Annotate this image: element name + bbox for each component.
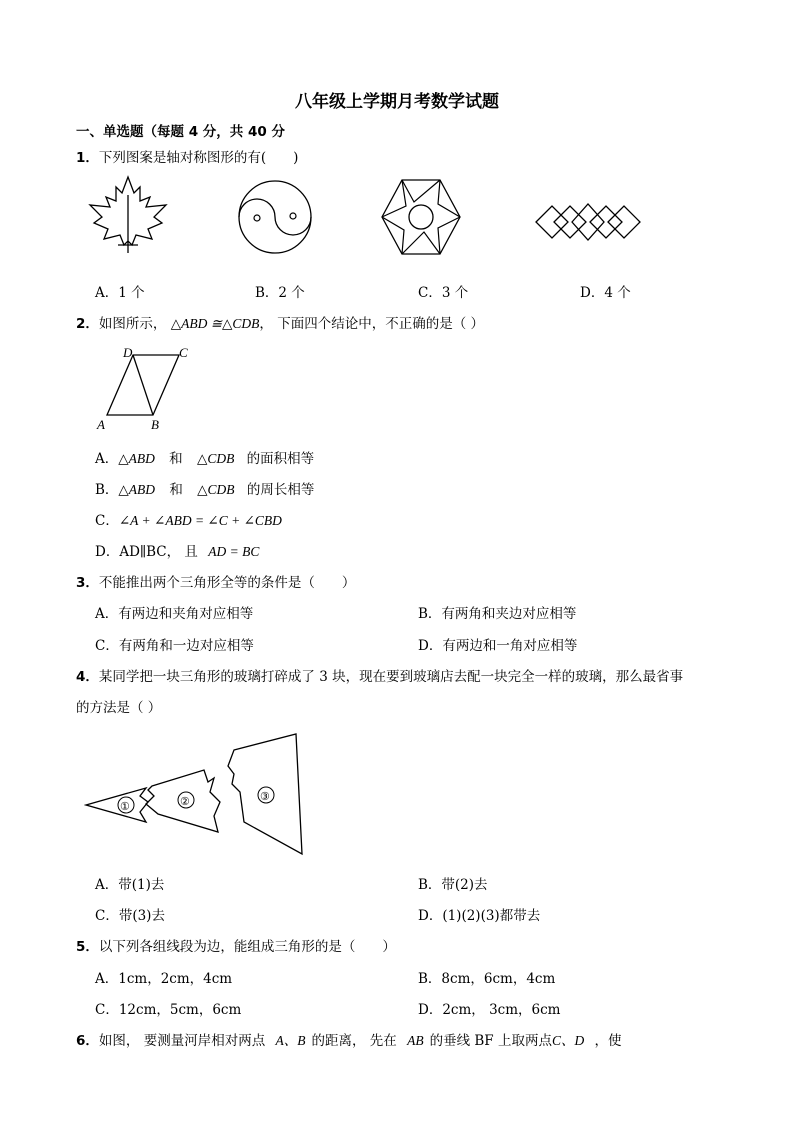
question-number: 2． (76, 316, 99, 332)
question-text: 如图所示， (98, 316, 167, 332)
question-1 (76, 146, 298, 166)
q4-option-b[interactable]: B．带(2)去 (418, 877, 488, 893)
option-text: 和 (169, 482, 183, 498)
question-3 (76, 571, 355, 591)
question-text: 不能推出两个三角形全等的条件是（ ） (98, 575, 356, 591)
option-math: ∠A + ∠ABD = ∠C + ∠CBD (118, 513, 282, 528)
question-text: ，使 (594, 1033, 622, 1049)
q3-option-c[interactable]: C．有两角和一边对应相等 (95, 638, 254, 654)
vertex-label-d: D (123, 345, 133, 360)
q5-option-d[interactable]: D．2cm， 3cm，6cm (418, 1002, 561, 1018)
q2-option-a[interactable] (95, 447, 314, 467)
option-text: AD∥BC， 且 (119, 544, 198, 560)
question-4-line-2: 的方法是（ ） (76, 700, 162, 716)
yin-yang-figure (236, 178, 314, 256)
q4-option-c[interactable]: C．带(3)去 (95, 908, 165, 924)
question-4 (76, 665, 683, 685)
section-heading: 一、单选题（每题 4 分，共 40 分 (76, 124, 285, 140)
q3-option-a[interactable]: A．有两边和夹角对应相等 (95, 606, 254, 622)
question-6 (76, 1029, 622, 1049)
piece-label-2: ② (180, 796, 190, 808)
question-text: 的垂线 BF 上取两点 (429, 1033, 552, 1049)
question-text: 以下列各组线段为边，能组成三角形的是（ ） (98, 939, 396, 955)
q5-option-b[interactable]: B．8cm，6cm，4cm (418, 971, 556, 987)
option-text: 的面积相等 (246, 451, 315, 467)
congruence-expression: △ABD ≅△CDB (170, 316, 260, 331)
question-math: A、B (275, 1033, 306, 1048)
q1-option-b[interactable]: B．2 个 (255, 285, 305, 301)
option-math: AD = BC (208, 544, 260, 559)
option-label: B． (95, 482, 119, 498)
diamond-chain-figure (534, 200, 642, 244)
q5-option-a[interactable]: A．1cm，2cm，4cm (95, 971, 233, 987)
parallelogram-figure (95, 343, 195, 431)
q1-option-c[interactable]: C．3 个 (418, 285, 469, 301)
question-number: 4． (76, 669, 99, 685)
question-math: AB (407, 1033, 424, 1048)
question-text: 下列图案是轴对称图形的有( ) (98, 150, 299, 166)
question-5 (76, 935, 396, 955)
question-number: 6． (76, 1033, 99, 1049)
question-math: C、D (551, 1033, 585, 1048)
option-math: △ABD (118, 482, 156, 497)
question-2 (76, 312, 484, 332)
option-math: △ABD (118, 451, 155, 466)
q3-option-d[interactable]: D．有两边和一角对应相等 (418, 638, 578, 654)
option-label: C． (95, 513, 119, 529)
piece-label-3: ③ (260, 791, 270, 803)
q4-option-a[interactable]: A．带(1)去 (95, 877, 165, 893)
question-text: 的距离， 先在 (311, 1033, 397, 1049)
vertex-label-c: C (179, 345, 188, 360)
option-math: △CDB (196, 451, 235, 466)
question-number: 3． (76, 575, 99, 591)
option-label: D． (95, 544, 120, 560)
maple-leaf-figure (88, 175, 168, 255)
q4-option-d[interactable]: D．(1)(2)(3)都带去 (418, 908, 541, 924)
question-number: 5． (76, 939, 99, 955)
q2-option-d[interactable] (95, 540, 259, 560)
q1-option-a[interactable]: A．1 个 (95, 285, 145, 301)
option-math: △CDB (197, 482, 235, 497)
piece-label-1: ① (120, 801, 130, 813)
option-text: 的周长相等 (246, 482, 315, 498)
q5-option-c[interactable]: C．12cm，5cm，6cm (95, 1002, 242, 1018)
broken-glass-figure (84, 730, 306, 856)
question-text: 某同学把一块三角形的玻璃打碎成了 3 块，现在要到玻璃店去配一块完全一样的玻璃，那么最省事 (98, 669, 684, 685)
option-text: 和 (169, 451, 183, 467)
question-number: 1． (76, 150, 99, 166)
question-text: 如图， 要测量河岸相对两点 (98, 1033, 266, 1049)
question-text-tail: ， 下面四个结论中，不正确的是（ ） (259, 316, 484, 332)
q2-option-c[interactable] (95, 509, 282, 529)
vertex-label-b: B (151, 417, 159, 431)
q3-option-b[interactable]: B．有两角和夹边对应相等 (418, 606, 577, 622)
page-title: 八年级上学期月考数学试题 (295, 92, 499, 112)
q1-option-d[interactable]: D．4 个 (580, 285, 631, 301)
vertex-label-a: A (97, 417, 105, 431)
q2-option-b[interactable] (95, 478, 314, 498)
hexagon-pattern-figure (380, 178, 462, 256)
option-label: A． (95, 451, 119, 467)
